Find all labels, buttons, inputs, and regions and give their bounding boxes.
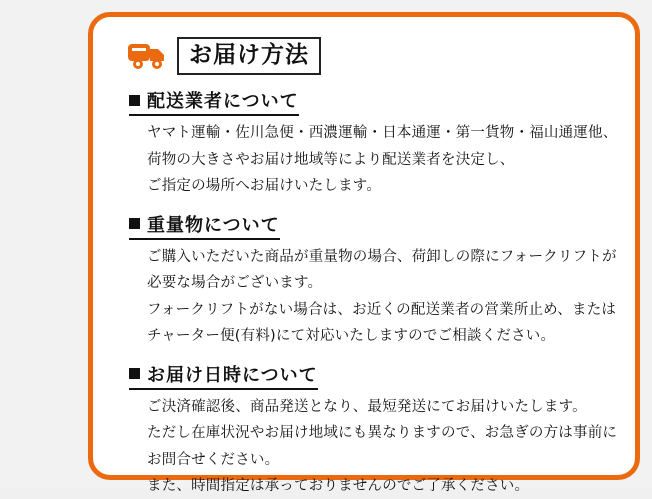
body-line: ヤマト運輸・佐川急便・西濃運輸・日本通運・第一貨物・福山通運他、 xyxy=(147,125,618,142)
bullet-square-icon xyxy=(129,95,140,106)
section-body xyxy=(147,396,618,499)
section-heavy-items xyxy=(129,211,617,349)
body-line: 必要な場合がございます。 xyxy=(147,275,323,292)
page-title: お届け方法 xyxy=(177,37,321,75)
delivery-truck-icon xyxy=(127,39,167,73)
section-heading-label: 配送業者について xyxy=(147,91,299,113)
body-line: フォークリフトがない場合は、お近くの配送業者の営業所止め、または xyxy=(147,301,617,318)
section-heading xyxy=(129,87,299,116)
section-body xyxy=(147,122,618,198)
delivery-method-card xyxy=(88,12,640,495)
section-shipping-carrier xyxy=(129,87,618,198)
section-heading-label: 重量物について xyxy=(147,214,280,236)
card-title-row xyxy=(127,37,613,75)
bullet-square-icon xyxy=(129,218,140,229)
section-heading-label: お届け日時について xyxy=(147,364,318,386)
section-heading xyxy=(129,211,280,240)
body-line: チャーター便(有料)にて対応いたしますのでご相談ください。 xyxy=(147,328,556,345)
bullet-square-icon xyxy=(129,368,140,379)
body-line: ご指定の場所へお届けいたします。 xyxy=(147,178,382,195)
body-line: ご購入いただいた商品が重量物の場合、荷卸しの際にフォークリフトが xyxy=(147,248,617,265)
body-line: お問合せください。 xyxy=(147,451,280,468)
body-line: ご決済確認後、商品発送となり、最短発送にてお届けいたします。 xyxy=(147,398,587,415)
body-line: また、時間指定は承っておりませんのでご了承ください。 xyxy=(147,478,530,495)
body-line: ただし在庫状況やお届け地域にも異なりますので、お急ぎの方は事前に xyxy=(147,425,618,442)
section-delivery-datetime xyxy=(129,361,618,499)
section-heading xyxy=(129,361,318,390)
section-body xyxy=(147,246,617,349)
body-line: 荷物の大きさやお届け地域等により配送業者を決定し、 xyxy=(147,151,515,168)
